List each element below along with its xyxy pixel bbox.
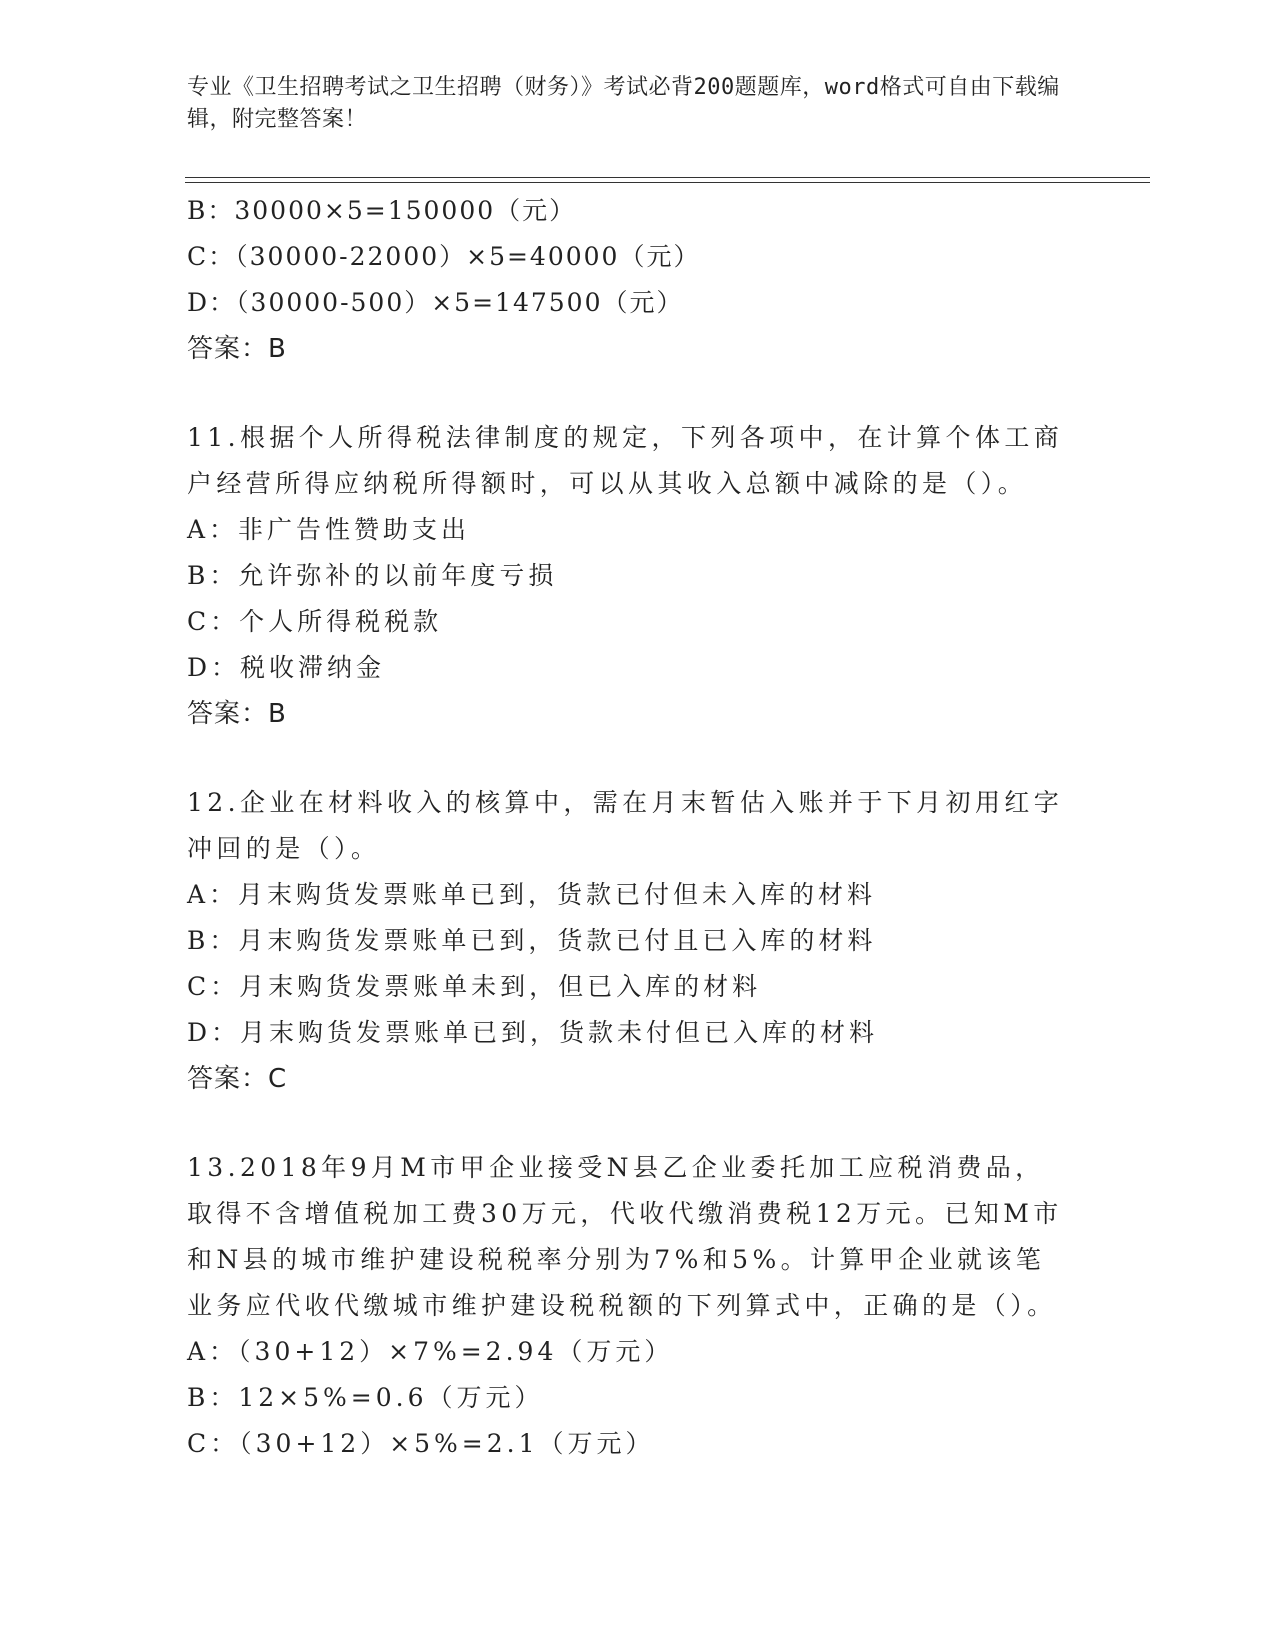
option-a: A：（30+12）×7%=2.94（万元） bbox=[187, 1337, 674, 1366]
document-content bbox=[187, 188, 1087, 1467]
option-c: C：（30000-22000）×5=40000（元） bbox=[187, 242, 701, 271]
spacer bbox=[187, 1102, 1087, 1145]
question-text: 13.2018年9月M市甲企业接受N县乙企业委托加工应税消费品，取得不含增值税加工费30万元，代收代缴消费税12万元。已知M市和N县的城市维护建设税税率分别为7%和5%。计算甲企业就该笔业务应代收代缴城市维护建设税税额的下列算式中，正确的是（）。 bbox=[187, 1153, 1063, 1320]
spacer bbox=[187, 372, 1087, 415]
option-b: B：允许弥补的以前年度亏损 bbox=[187, 561, 558, 590]
question-11 bbox=[187, 415, 1087, 737]
header-divider-bottom bbox=[185, 182, 1150, 183]
option-d: D：月末购货发票账单已到，货款未付但已入库的材料 bbox=[187, 1018, 879, 1047]
answer: 答案：C bbox=[187, 1064, 288, 1094]
option-b: B：月末购货发票账单已到，货款已付且已入库的材料 bbox=[187, 926, 877, 955]
header-divider-top bbox=[185, 177, 1150, 178]
option-c: C：（30+12）×5%=2.1（万元） bbox=[187, 1429, 655, 1458]
option-a: A：非广告性赞助支出 bbox=[187, 515, 471, 544]
option-b: B：12×5%=0.6（万元） bbox=[187, 1383, 544, 1412]
question-13 bbox=[187, 1145, 1087, 1467]
option-a: A：月末购货发票账单已到，货款已付但未入库的材料 bbox=[187, 880, 877, 909]
option-d: D：税收滞纳金 bbox=[187, 653, 386, 682]
spacer bbox=[187, 737, 1087, 780]
question-text: 12.企业在材料收入的核算中，需在月末暂估入账并于下月初用红字冲回的是（）。 bbox=[187, 788, 1064, 863]
question-10-continuation bbox=[187, 188, 1087, 372]
answer: 答案：B bbox=[187, 334, 287, 364]
question-12 bbox=[187, 780, 1087, 1102]
option-c: C：月末购货发票账单未到，但已入库的材料 bbox=[187, 972, 762, 1001]
option-b: B：30000×5=150000（元） bbox=[187, 196, 577, 225]
page-header: 专业《卫生招聘考试之卫生招聘（财务）》考试必背200题题库，word格式可自由下载编辑，附完整答案！ bbox=[187, 75, 1060, 132]
question-text: 11.根据个人所得税法律制度的规定，下列各项中，在计算个体工商户经营所得应纳税所得额时，可以从其收入总额中减除的是（）。 bbox=[187, 423, 1064, 498]
option-d: D：（30000-500）×5=147500（元） bbox=[187, 288, 684, 317]
option-c: C：个人所得税税款 bbox=[187, 607, 443, 636]
answer: 答案：B bbox=[187, 699, 287, 729]
